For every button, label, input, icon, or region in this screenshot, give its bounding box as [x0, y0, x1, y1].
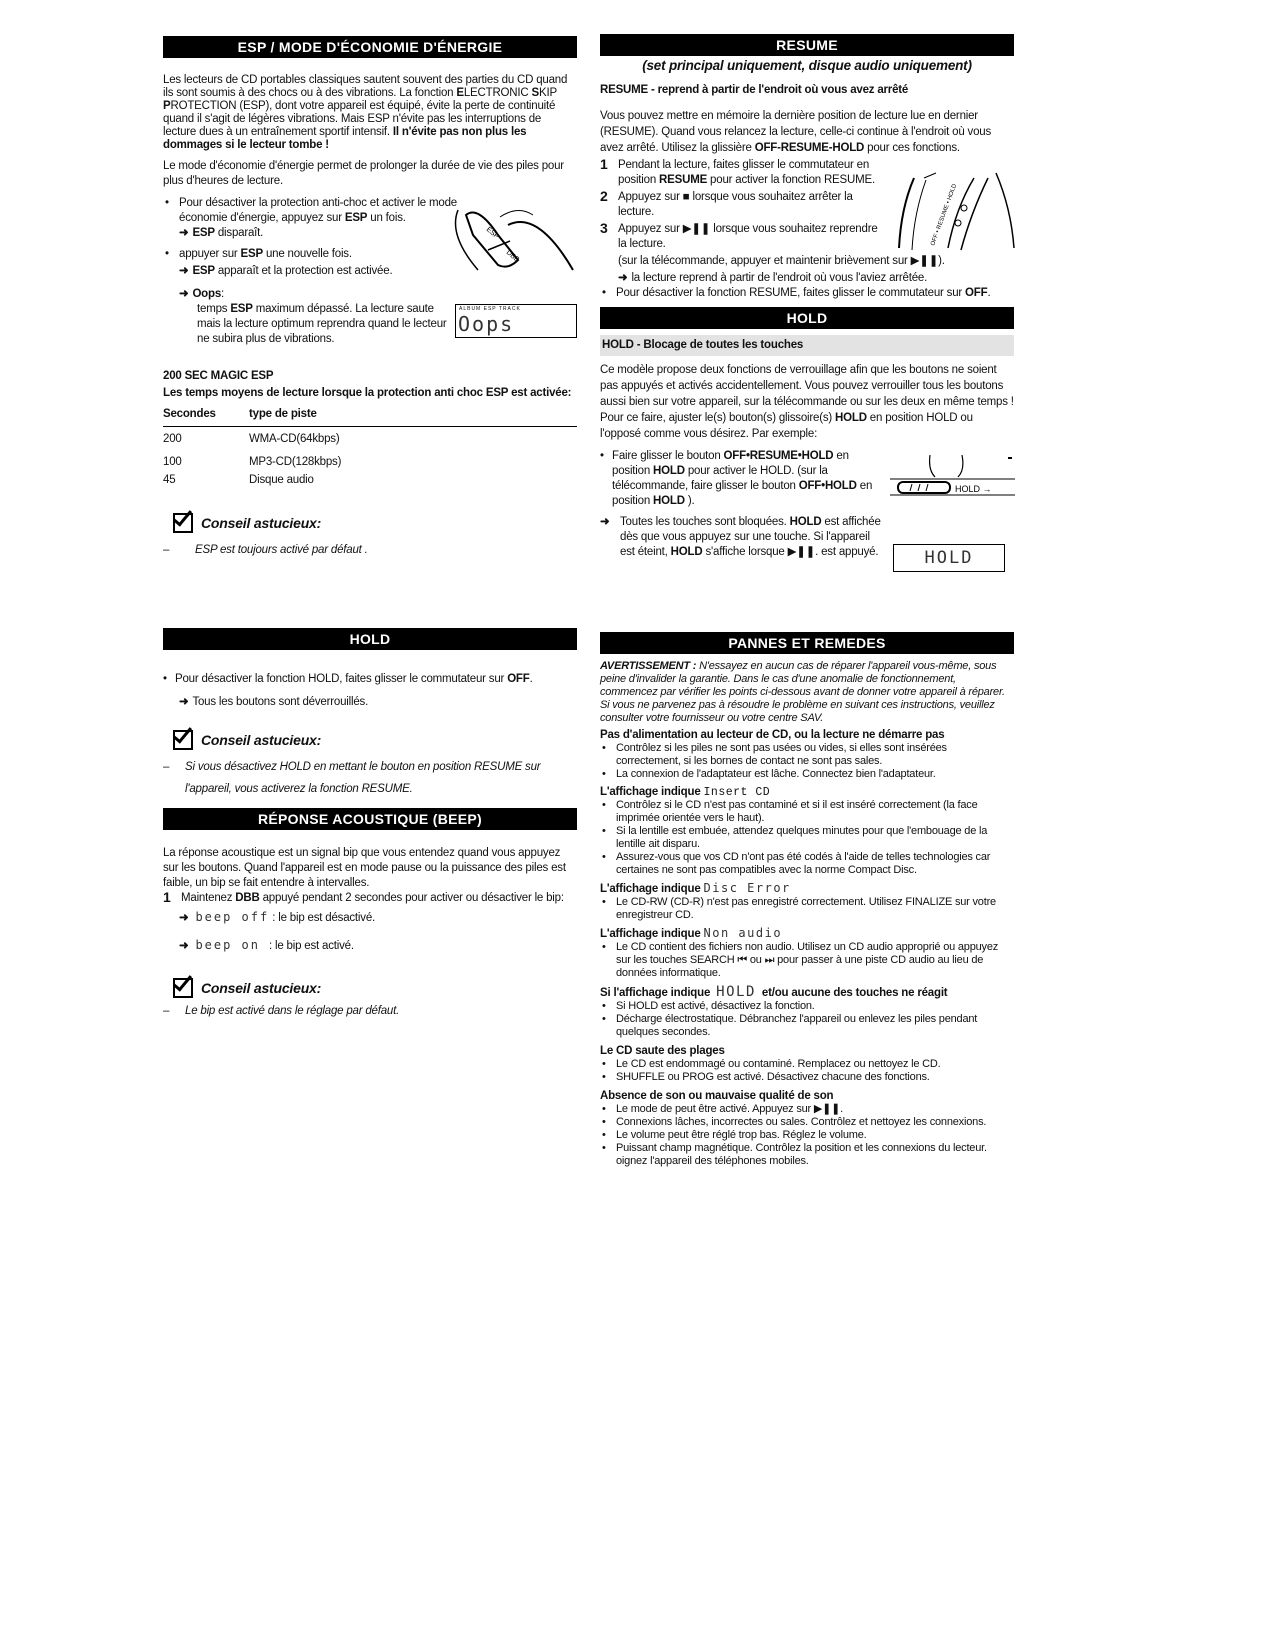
list-item: • SHUFFLE ou PROG est activé. Désactivez chacune des fonctions.: [602, 1071, 930, 1083]
hold-off-bullet: • Pour désactiver la fonction HOLD, faites glisser le commutateur sur OFF.: [163, 673, 533, 685]
arrow-icon: ➜: [179, 288, 189, 300]
off-resume-hold-switch-illustration: [896, 168, 1016, 253]
arrow-icon: ➜: [179, 696, 189, 708]
esp-section: [163, 36, 577, 561]
arrow-icon: ➜: [600, 516, 610, 528]
tip-text: – Le bip est activé dans le réglage par défaut.: [163, 1005, 400, 1017]
hold-heading: HOLD - Blocage de toutes les touches: [600, 335, 1014, 356]
arrow-icon: ➜: [179, 265, 189, 277]
list-item: • Décharge électrostatique. Débranchez l'appareil ou enlevez les piles pendant quelques secondes.: [602, 1013, 978, 1038]
esp-oops-note: ➜ Oops: temps ESP maximum dépassé. La lecture saute mais la lecture optimum reprendra quand le lecteur ne subira plus de vibrations.: [179, 288, 447, 345]
lcd-hold: HOLD: [716, 984, 756, 1000]
hold-off-result: ➜ Tous les boutons sont déverrouillés.: [179, 696, 369, 708]
trouble-group-hold: Si l'affichage indique HOLD et/ou aucune des touches ne réagit • Si HOLD est activé, désactivez la fonction. • Décharge électrostatique. Débranchez l'appareil ou enlevez les piles pendant quelques secondes.: [600, 986, 1014, 1039]
resume-intro: Vous pouvez mettre en mémoire la dernière position de lecture lue en dernier (RESUME). Quand vous relancez la lecture, celle-ci continue à l'endroit où vous avez arrêté. Utilisez la glissière OFF-RESUME-HOLD pour ces fonctions.: [600, 110, 992, 154]
esp-times-table: [163, 405, 577, 491]
trouble-group-non-audio: L'affichage indique Non audio • Le CD contient des fichiers non audio. Utilisez un CD audio approprié ou appuyez sur les touches SEARCH ⏮ ou ⏭ pour passer à une piste CD audio au lieu de données informatique.: [600, 927, 1014, 980]
resume-remote-note: (sur la télécommande, appuyer et maintenir brièvement sur ▶❚❚).: [618, 255, 945, 267]
section-title-hold-bottom: HOLD: [163, 628, 577, 650]
list-item: • Le CD est endommagé ou contaminé. Remplacez ou nettoyez le CD.: [602, 1058, 941, 1070]
trouble-group-insert-cd: L'affichage indique Insert CD • Contrôlez si le CD n'est pas contaminé et si il est inséré correctement (la face imprimée orientée vers le haut). • Si la lentille est embuée, attendez quelques minutes pour que l'embouage de la lentille ait disparu. • Assurez-vous que vos CD n'ont pas été codés à l'aide de telles technologies car certaines ne sont pas compatibles avec la norme Compact Disc.: [600, 786, 1014, 877]
resume-disable: • Pour désactiver la fonction RESUME, faites glisser le commutateur sur OFF.: [602, 287, 991, 299]
trouble-group-power: Pas d'alimentation au lecteur de CD, ou la lecture ne démarre pas • Contrôlez si les piles ne sont pas usées ou vides, si elles sont insérées correctement, si les bornes de contact ne sont pas sales. • La connexion de l'adaptateur est lâche. Connectez bien l'adaptateur.: [600, 729, 1014, 781]
troubleshooting-section: [600, 632, 1014, 1168]
svg-text:HOLD →: HOLD →: [955, 484, 992, 494]
magic-esp-title: 200 SEC MAGIC ESP: [163, 370, 274, 382]
section-title-hold: HOLD: [600, 307, 1014, 329]
section-title-pannes: PANNES ET REMEDES: [600, 632, 1014, 654]
checkbox-tick-icon: [173, 730, 193, 750]
list-item: • Connexions lâches, incorrectes ou sales. Contrôlez et nettoyez les connexions.: [602, 1116, 987, 1128]
table-row: 45 Disque audio: [163, 474, 314, 486]
hold-bullet: • Faire glisser le bouton OFF•RESUME•HOLD en position HOLD pour activer le HOLD. (sur la télécommande, faire glisser le bouton OFF•HOLD en position HOLD ).: [600, 450, 873, 507]
esp-dbb-buttons-illustration: [448, 205, 578, 275]
hold-intro: Ce modèle propose deux fonctions de verrouillage afin que les boutons ne soient pas appuyés et activés accidentellement. Vous pouvez verrouiller tous les boutons aussi bien sur votre appareil, sur la télécommande ou sur les deux en même temps ! Pour ce faire, ajuster le(s) bouton(s) glissoire(s) HOLD en position HOLD ou l'opposé comme vous désirez. Par exemple:: [600, 364, 1014, 440]
magic-esp-subtitle: Les temps moyens de lecture lorsque la protection anti choc ESP est activée:: [163, 387, 572, 399]
section-title-beep: RÉPONSE ACOUSTIQUE (BEEP): [163, 808, 577, 830]
table-row: 200 WMA-CD(64kbps): [163, 433, 340, 445]
esp-bullet-disable: • Pour désactiver la protection anti-choc et activer le mode économie d'énergie, appuyez sur ESP un fois. ➜ ESP disparaît.: [165, 197, 457, 239]
trouble-group-skips: Le CD saute des plages • Le CD est endommagé ou contaminé. Remplacez ou nettoyez le CD. • SHUFFLE ou PROG est activé. Désactivez chacune des fonctions.: [600, 1045, 1014, 1084]
checkbox-tick-icon: [173, 978, 193, 998]
tip-text: – Si vous désactivez HOLD en mettant le bouton en position RESUME sur l'appareil, vous activerez la fonction RESUME.: [163, 761, 541, 795]
beep-step-1: 1 Maintenez DBB appuyé pendant 2 secondes pour activer ou désactiver le bip:: [163, 889, 564, 905]
arrow-icon: ➜: [179, 940, 189, 952]
lcd-display-hold: HOLD: [893, 544, 1005, 572]
resume-result: ➜ la lecture reprend à partir de l'endroit où vous l'aviez arrêtée.: [618, 272, 928, 284]
table-header-row: Secondes type de piste: [163, 405, 577, 427]
resume-heading: RESUME - reprend à partir de l'endroit où vous avez arrêté: [600, 84, 909, 96]
esp-energy-text: Le mode d'économie d'énergie permet de prolonger la durée de vie des piles pour plus d'heures de lecture.: [163, 160, 564, 187]
trouble-group-sound: Absence de son ou mauvaise qualité de son • Le mode de peut être activé. Appuyez sur ▶❚❚. • Connexions lâches, incorrectes ou sales. Contrôlez et nettoyez les connexions. • Le volume peut être réglé trop bas. Réglez le volume. • Puissant champ magnétique. Contrôlez la position et les connexions du lecteur. oignez l'appareil des téléphones mobiles.: [600, 1090, 1014, 1168]
list-item: • Le CD contient des fichiers non audio. Utilisez un CD audio approprié ou appuyez sur les touches SEARCH ⏮ ou ⏭ pour passer à une piste CD audio au lieu de données informatique.: [602, 941, 999, 979]
esp-bullet-enable: • appuyer sur ESP une nouvelle fois. ➜ ESP apparaît et la protection est activée.: [165, 248, 393, 277]
section-title-esp: ESP / MODE D'ÉCONOMIE D'ÉNERGIE: [163, 36, 577, 58]
svg-text:DBB: DBB: [504, 249, 521, 264]
list-item: • Le volume peut être réglé trop bas. Réglez le volume.: [602, 1129, 867, 1141]
tip-heading: Conseil astucieux:: [173, 978, 577, 998]
beep-on-result: ➜ beep on : le bip est activé.: [179, 938, 354, 952]
lcd-beep-on: beep on: [195, 938, 261, 952]
tip-heading: Conseil astucieux:: [173, 513, 577, 533]
resume-subtitle: (set principal uniquement, disque audio uniquement): [642, 58, 972, 73]
list-item: • Si la lentille est embuée, attendez quelques minutes pour que l'embouage de la lentille ait disparu.: [602, 825, 988, 850]
tip-text: – ESP est toujours activé par défaut .: [163, 544, 368, 556]
lcd-non-audio: Non audio: [703, 926, 783, 940]
hold-off-section: [163, 628, 577, 1018]
list-item: • Contrôlez si le CD n'est pas contaminé et si il est inséré correctement (la face imprimée orientée vers le haut).: [602, 799, 978, 824]
beep-off-result: ➜ beep off : le bip est désactivé.: [179, 910, 376, 924]
warning-text: AVERTISSEMENT : N'essayez en aucun cas de réparer l'appareil vous-même, sous peine d'invalider la garantie. Dans le cas d'une anomalie de fonctionnement, commencez par vérifier les points ci-dessous avant de donner votre appareil à réparer. Si vous ne parvenez pas à résoudre le problème en suivant ces instructions, veuillez consulter votre fournisseur ou votre centre SAV.: [600, 660, 1005, 724]
hold-slider-illustration: [890, 455, 1020, 510]
esp-intro: Les lecteurs de CD portables classiques sautent souvent des parties du CD quand ils sont soumis à des chocs ou à des vibrations. La fonction ELECTRONIC SKIP PROTECTION (ESP), dont votre appareil est équipé, évite la perte de continuité quand il s'agit de légères vibrations. Mais ESP n'évite pas les interruptions de lecture dues à un entraînement sportif intensif. Il n'évite pas non plus les dommages si le lecteur tombe !: [163, 74, 568, 151]
lcd-beep-off: beep off: [195, 910, 270, 924]
table-row: 100 MP3-CD(128kbps): [163, 456, 342, 468]
beep-intro: La réponse acoustique est un signal bip que vous entendez quand vous appuyez sur les boutons. Quand l'appareil est en mode pause ou la puissance des piles est faible, un bip se fait entendre à intervalles.: [163, 847, 566, 889]
lcd-disc-error: Disc Error: [703, 881, 791, 895]
svg-text:ESP: ESP: [484, 226, 500, 241]
resume-step-2: 2 Appuyez sur ■ lorsque vous souhaitez arrêter la lecture.: [600, 188, 853, 218]
list-item: • Assurez-vous que vos CD n'ont pas été codés à l'aide de telles technologies car certaines ne sont pas compatibles avec la norme Compact Disc.: [602, 851, 991, 876]
resume-step-3: 3 Appuyez sur ▶❚❚ lorsque vous souhaitez reprendre la lecture.: [600, 220, 878, 250]
svg-text:OFF • RESUME • HOLD: OFF • RESUME • HOLD: [930, 183, 959, 247]
arrow-icon: ➜: [618, 272, 628, 284]
lcd-display-oops: ALBUM ESP TRACK Oops: [455, 304, 577, 338]
list-item: • Si HOLD est activé, désactivez la fonction.: [602, 1000, 815, 1012]
arrow-icon: ➜: [179, 912, 189, 924]
arrow-icon: ➜: [179, 227, 189, 239]
section-title-resume: RESUME: [600, 34, 1014, 56]
lcd-insert-cd: Insert CD: [703, 786, 771, 799]
list-item: • Le CD-RW (CD-R) n'est pas enregistré correctement. Utilisez FINALIZE sur votre enregistreur CD.: [602, 896, 996, 921]
hold-result: ➜ Toutes les touches sont bloquées. HOLD est affichée dès que vous appuyez sur une touche. Si l'appareil est éteint, HOLD s'affiche lorsque ▶❚❚. est appuyé.: [600, 516, 881, 558]
checkbox-tick-icon: [173, 513, 193, 533]
tip-heading: Conseil astucieux:: [173, 730, 577, 750]
list-item: • Puissant champ magnétique. Contrôlez la position et les connexions du lecteur. oignez l'appareil des téléphones mobiles.: [602, 1142, 987, 1167]
list-item: • Contrôlez si les piles ne sont pas usées ou vides, si elles sont insérées correctement, si les bornes de contact ne sont pas sales.: [602, 742, 947, 767]
list-item: • Le mode de peut être activé. Appuyez sur ▶❚❚.: [602, 1103, 844, 1115]
trouble-group-disc-error: L'affichage indique Disc Error • Le CD-RW (CD-R) n'est pas enregistré correctement. Utilisez FINALIZE sur votre enregistreur CD.: [600, 882, 1014, 922]
list-item: • La connexion de l'adaptateur est lâche. Connectez bien l'adaptateur.: [602, 768, 936, 780]
resume-step-1: 1 Pendant la lecture, faites glisser le commutateur en position RESUME pour activer la fonction RESUME.: [600, 156, 875, 186]
